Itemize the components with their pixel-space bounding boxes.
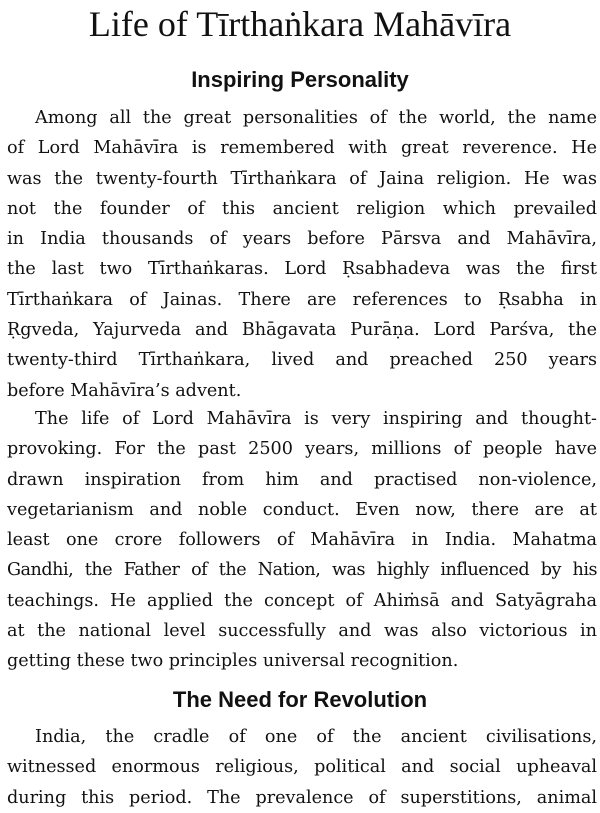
text-line: Gandhi, the Father of the Nation, was highly influenced by his	[7, 560, 597, 581]
section-heading-inspiring-personality: Inspiring Personality	[191, 67, 409, 92]
paragraph	[7, 103, 597, 406]
section-heading-need-for-revolution: The Need for Revolution	[172, 687, 428, 712]
text-line: Ṛgveda, Yajurveda and Bhāgavata Purāṇa. Lord Parśva, the	[7, 320, 597, 341]
page-title: Life of Tīrthaṅkara Mahāvīra	[88, 4, 512, 44]
text-line: teachings. He applied the concept of Ahiṁsā and Satyāgraha	[7, 590, 597, 611]
text-line: in India thousands of years before Pārsva and Mahāvīra,	[7, 229, 597, 250]
text-line: of Lord Mahāvīra is remembered with great reverence. He	[7, 138, 597, 159]
paragraph	[7, 722, 597, 813]
text-line: during this period. The prevalence of superstitions, animal	[7, 787, 597, 808]
text-line: the last two Tīrthaṅkaras. Lord Ṛsabhadeva was the first	[7, 259, 597, 280]
text-line: getting these two principles universal recognition.	[7, 651, 459, 672]
paragraph	[7, 404, 597, 677]
text-line: drawn inspiration from him and practised non-violence,	[7, 469, 597, 490]
text-line: not the founder of this ancient religion which prevailed	[7, 198, 597, 219]
text-line: India, the cradle of one of the ancient civilisations,	[35, 727, 597, 747]
text-line: vegetarianism and noble conduct. Even now, there are at	[7, 499, 597, 520]
text-line: The life of Lord Mahāvīra is very inspiring and thought-	[35, 409, 597, 429]
text-line: at the national level successfully and was also victorious in	[7, 621, 597, 642]
text-line: witnessed enormous religious, political and social upheaval	[7, 757, 597, 778]
text-line: was the twenty-fourth Tīrthaṅkara of Jaina religion. He was	[7, 168, 597, 189]
text-line: provoking. For the past 2500 years, millions of people have	[7, 439, 597, 460]
text-line: Tīrthaṅkara of Jainas. There are references to Ṛsabha in	[7, 289, 597, 310]
text-line: before Mahāvīra’s advent.	[7, 380, 242, 401]
text-line: least one crore followers of Mahāvīra in India. Mahatma	[7, 530, 597, 551]
text-line: twenty-third Tīrthaṅkara, lived and preached 250 years	[7, 350, 597, 371]
text-line: Among all the great personalities of the world, the name	[35, 108, 597, 128]
